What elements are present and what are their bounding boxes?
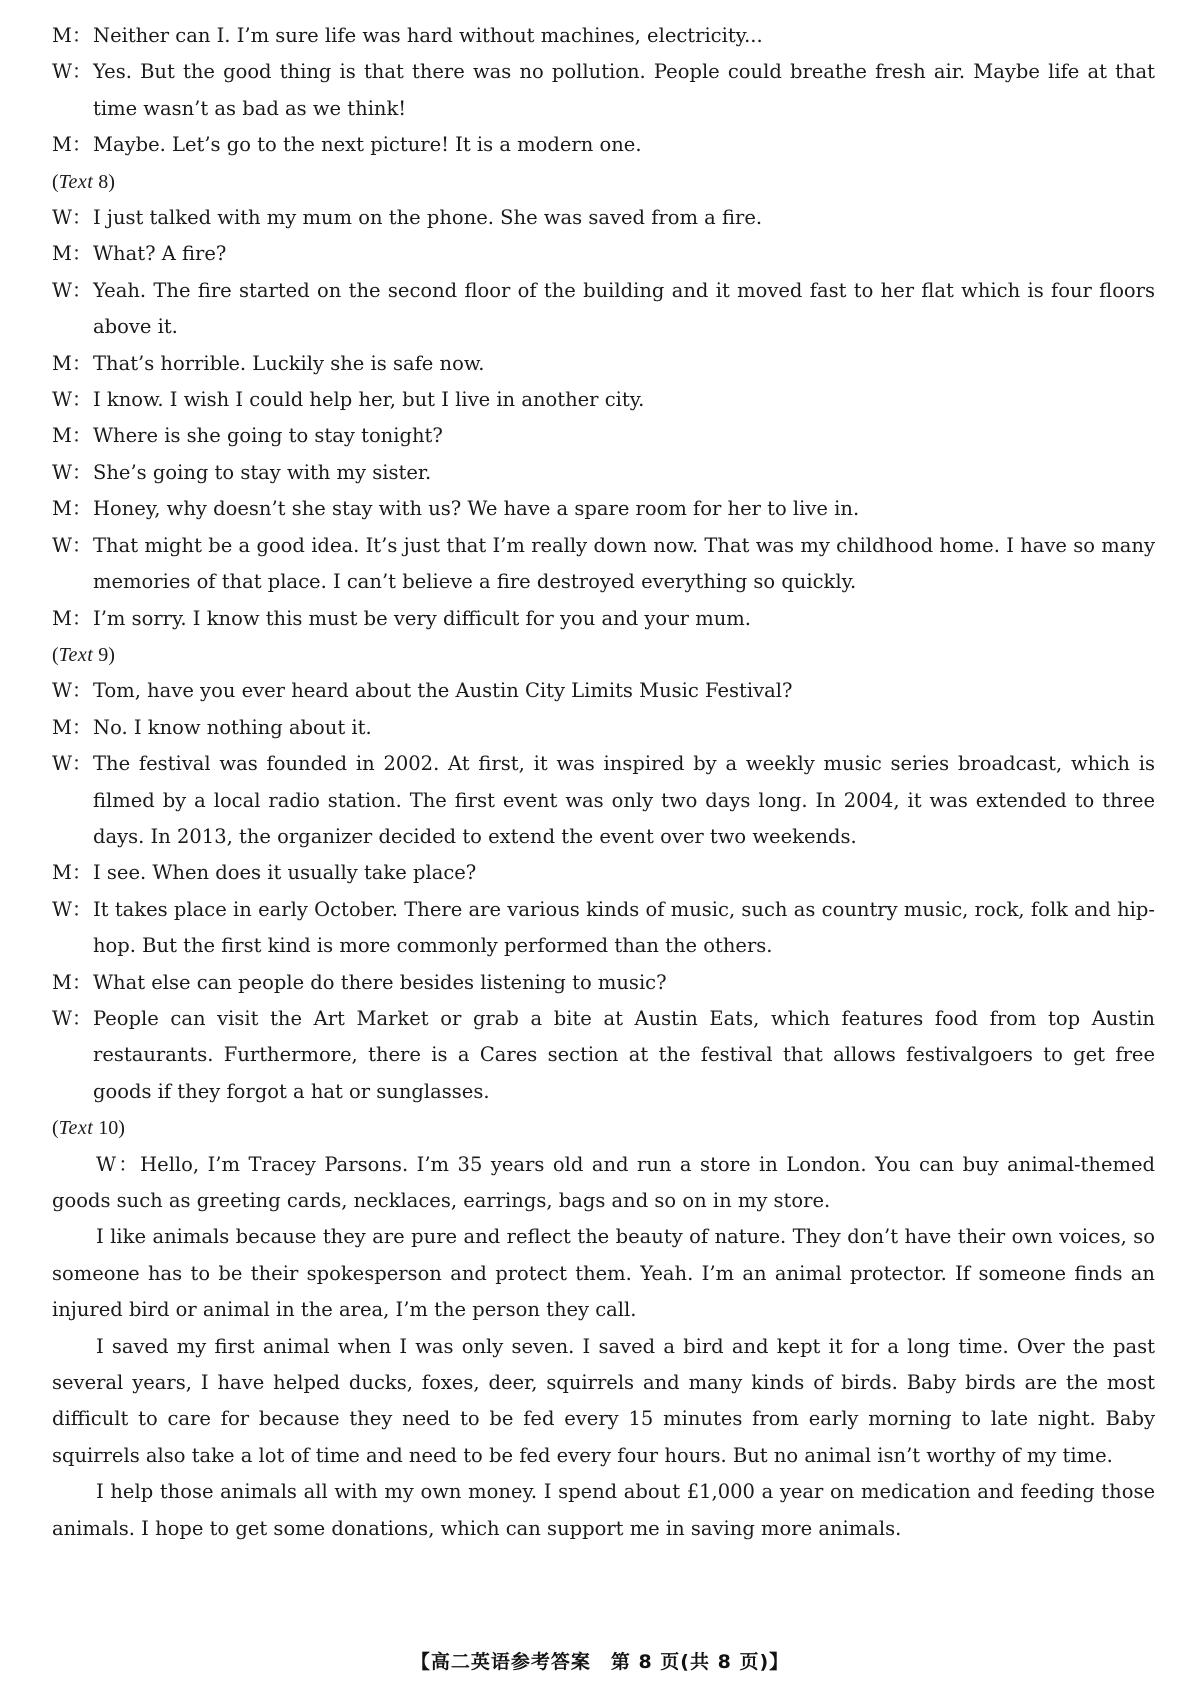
speaker-label: M：	[52, 424, 92, 448]
dialogue-line	[52, 273, 1155, 346]
speaker-label: M：	[52, 242, 92, 266]
dialogue-line	[52, 54, 1155, 127]
speaker-label: M：	[52, 351, 92, 375]
speaker-label: M：	[52, 715, 92, 739]
section-number: 10	[98, 1117, 119, 1140]
section-heading-text-8: (Text 8)	[52, 170, 115, 193]
dialogue-text: Yeah. The fire started on the second floor of the building and it moved fast to her flat which is four floors above it.	[93, 278, 1155, 339]
dialogue-line	[52, 236, 1155, 272]
paragraph: I like animals because they are pure and reflect the beauty of nature. They don’t have their own voices, so someone has to be their spokesperson and protect them. Yeah. I’m an animal protector. If someone finds an injured bird or animal in the area, I’m the person they call.	[52, 1225, 1155, 1322]
speaker-label: M：	[52, 497, 92, 521]
dialogue-line	[52, 127, 1155, 163]
dialogue-text: Honey, why doesn’t she stay with us? We have a spare room for her to live in.	[93, 497, 860, 521]
dialogue-text: I’m sorry. I know this must be very difficult for you and your mum.	[93, 606, 751, 630]
dialogue-text: What else can people do there besides listening to music?	[93, 970, 667, 994]
dialogue-text: Where is she going to stay tonight?	[93, 424, 443, 448]
dialogue-line	[52, 673, 1155, 709]
dialogue-line	[52, 418, 1155, 454]
speaker-label: M：	[52, 970, 92, 994]
speaker-label: M：	[52, 606, 92, 630]
dialogue-line	[52, 892, 1155, 965]
dialogue-line	[52, 491, 1155, 527]
speaker-label: W：	[52, 679, 92, 703]
dialogue-line	[52, 601, 1155, 637]
dialogue-line	[52, 528, 1155, 601]
paragraph: I saved my first animal when I was only seven. I saved a bird and kept it for a long time. Over the past several years, I have helped ducks, foxes, deer, squirrels and many kinds of birds. Baby birds are the most difficult to care for because they need to be fed every 15 minutes from early morning to late night. Baby squirrels also take a lot of time and need to be fed every four hours. But no animal isn’t worthy of my time.	[52, 1334, 1155, 1467]
dialogue-text: Neither can I. I’m sure life was hard without machines, electricity...	[93, 24, 763, 47]
speaker-label: M：	[52, 861, 92, 885]
dialogue-text: It takes place in early October. There are various kinds of music, such as country music, rock, folk and hip-hop. But the first kind is more commonly performed than the others.	[93, 897, 1155, 958]
speaker-label: W：	[52, 278, 92, 302]
paragraph: W：Hello, I’m Tracey Parsons. I’m 35 years old and run a store in London. You can buy animal-themed goods such as greeting cards, necklaces, earrings, bags and so on in my store.	[52, 1152, 1155, 1212]
page-footer: 【高二英语参考答案 第 8 页(共 8 页)】	[410, 1651, 790, 1673]
dialogue-text: I just talked with my mum on the phone. She was saved from a fire.	[93, 206, 763, 230]
section-heading-text-9: (Text 9)	[52, 643, 115, 666]
dialogue-text: I know. I wish I could help her, but I live in another city.	[93, 388, 645, 412]
speaker-label: W：	[52, 1006, 92, 1030]
dialogue-line	[52, 746, 1155, 855]
dialogue-text: Tom, have you ever heard about the Austin City Limits Music Festival?	[93, 679, 793, 703]
dialogue-line	[52, 455, 1155, 491]
speaker-label: W：	[52, 752, 92, 776]
dialogue-text: What? A fire?	[93, 242, 227, 266]
dialogue-continued	[52, 18, 1155, 164]
dialogue-text: That might be a good idea. It’s just that I’m really down now. That was my childhood home. I have so many memories of that place. I can’t believe a fire destroyed everything so quickly.	[93, 533, 1155, 594]
section-label: Text	[58, 643, 94, 666]
dialogue-text: I see. When does it usually take place?	[93, 861, 477, 885]
section-heading-text-10: (Text 10)	[52, 1117, 125, 1140]
dialogue-text: Yes. But the good thing is that there was no pollution. People could breathe fresh air. Maybe life at that time wasn’t as bad as we think!	[93, 60, 1155, 120]
speaker-label: W：	[52, 388, 92, 412]
monologue-text-10	[52, 1147, 1155, 1547]
dialogue-line	[52, 200, 1155, 236]
dialogue-text: People can visit the Art Market or grab a bite at Austin Eats, which features food from top Austin restaurants. Furthermore, there is a Cares section at the festival that allows festivalgoers to get free goods if they forgot a hat or sunglasses.	[93, 1006, 1155, 1103]
speaker-label: W：	[52, 897, 92, 921]
speaker-label: M：	[52, 133, 92, 157]
dialogue-line	[52, 382, 1155, 418]
speaker-label: W：	[52, 206, 92, 230]
dialogue-line	[52, 965, 1155, 1001]
section-number: 8	[98, 170, 109, 193]
dialogue-line	[52, 1001, 1155, 1110]
speaker-label: M：	[52, 24, 92, 47]
dialogue-text: The festival was founded in 2002. At first, it was inspired by a weekly music series broadcast, which is filmed by a local radio station. The first event was only two days long. In 2004, it was extended to three days. In 2013, the organizer decided to extend the event over two weekends.	[93, 752, 1155, 848]
section-number: 9	[98, 643, 109, 666]
dialogue-line	[52, 18, 1155, 54]
dialogue-text: That’s horrible. Luckily she is safe now.	[93, 351, 485, 375]
dialogue-text-9	[52, 673, 1155, 1110]
speaker-label: W：	[52, 533, 92, 557]
dialogue-line	[52, 855, 1155, 891]
dialogue-line	[52, 710, 1155, 746]
speaker-label: W：	[52, 60, 92, 84]
paragraph: I help those animals all with my own money. I spend about £1,000 a year on medication and feeding those animals. I hope to get some donations, which can support me in saving more animals.	[52, 1480, 1155, 1540]
dialogue-text: Maybe. Let’s go to the next picture! It is a modern one.	[93, 133, 642, 157]
section-label: Text	[58, 1117, 94, 1140]
dialogue-line	[52, 346, 1155, 382]
section-label: Text	[58, 170, 94, 193]
dialogue-text-8	[52, 200, 1155, 637]
dialogue-text: She’s going to stay with my sister.	[93, 460, 432, 484]
dialogue-text: No. I know nothing about it.	[93, 715, 372, 739]
speaker-label: W：	[52, 460, 92, 484]
